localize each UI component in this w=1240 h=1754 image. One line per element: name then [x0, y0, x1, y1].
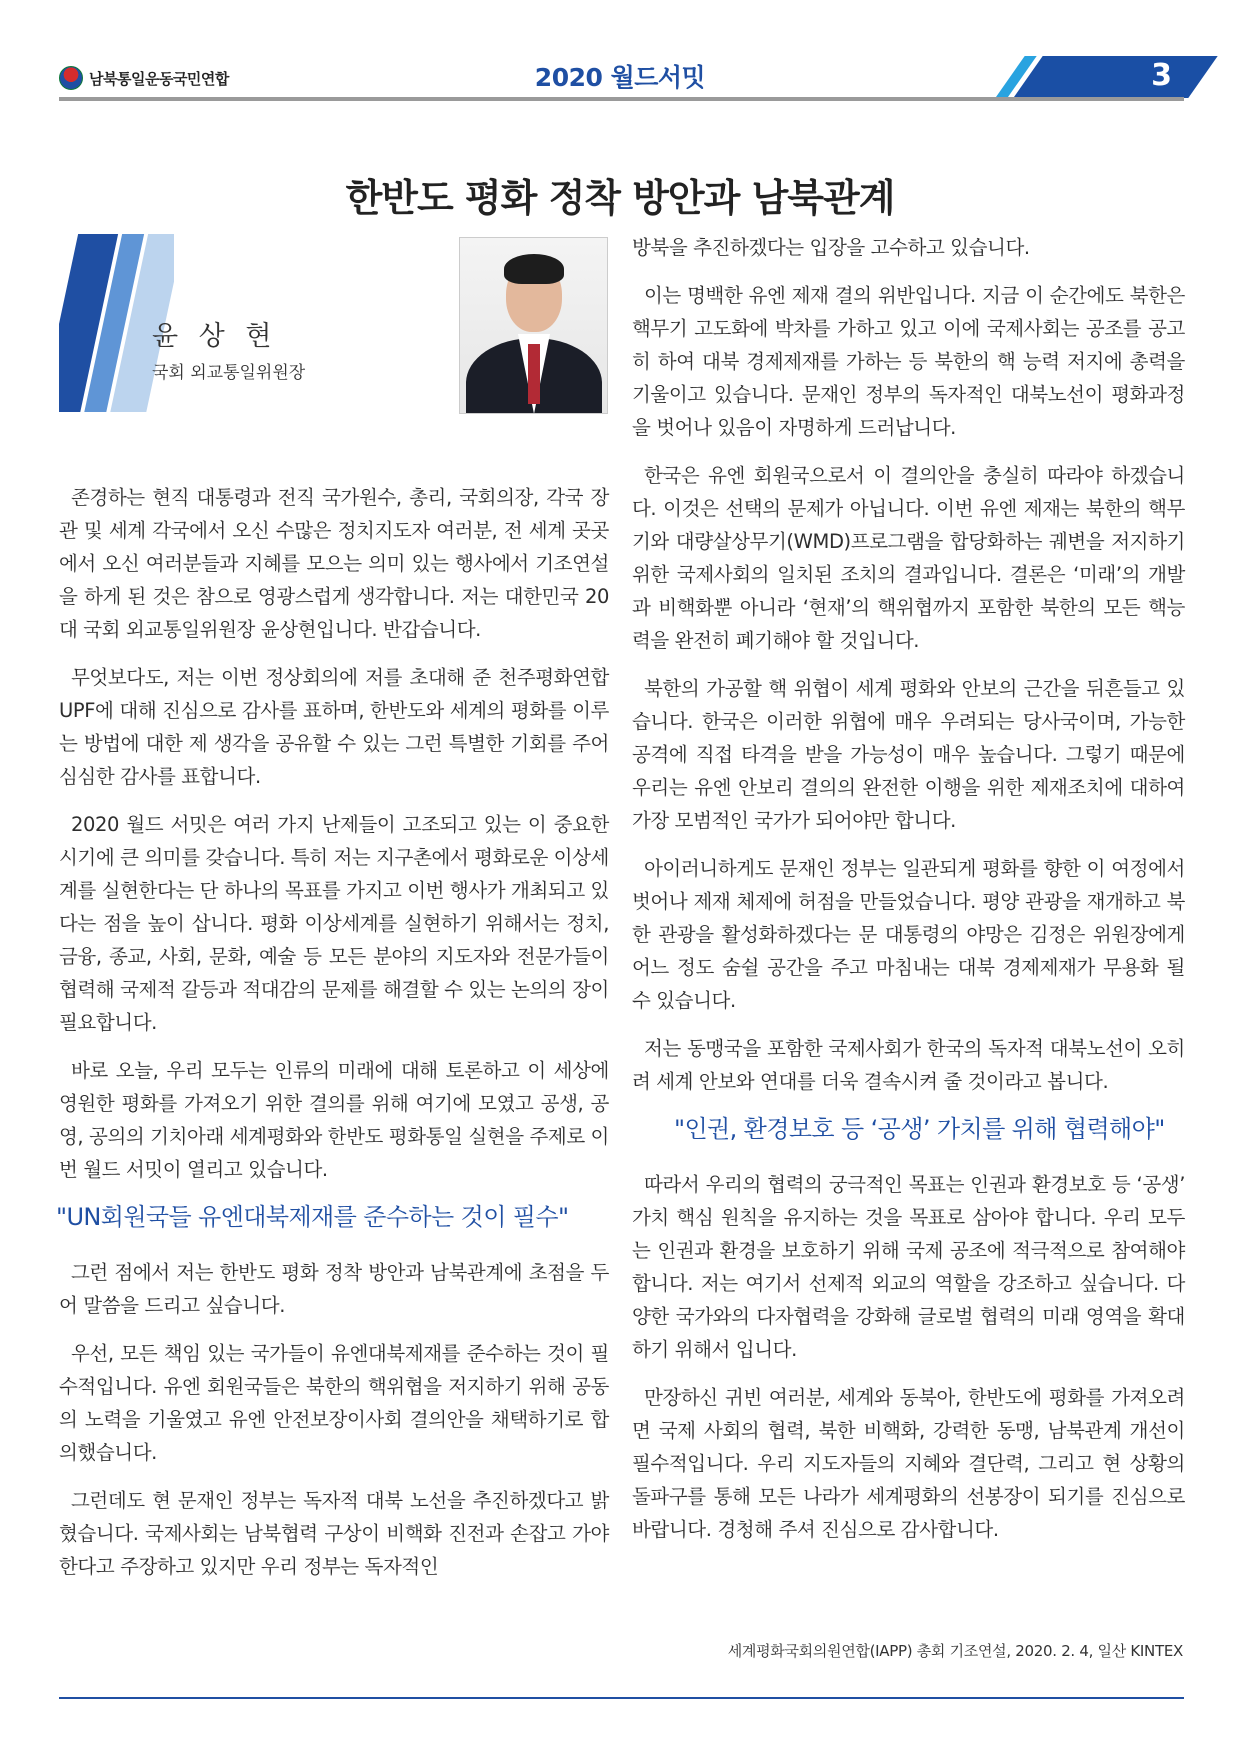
paragraph: 이는 명백한 유엔 제재 결의 위반입니다. 지금 이 순간에도 북한은 핵무기 고도화에 박차를 가하고 있고 이에 국제사회는 공조를 공고히 하여 대북 경제제재를 가하는 등 북한의 핵 능력 저지에 총력을 기울이고 있습니다. 문재인 정부의 독자적인 대북노선이 평화과정을 벗어나 있음이 자명하게 드러납니다. [632, 284, 1185, 439]
org-logo-icon [59, 66, 83, 90]
paragraph: 2020 월드 서밋은 여러 가지 난제들이 고조되고 있는 이 중요한 시기에 큰 의미를 갖습니다. 특히 저는 지구촌에서 평화로운 이상세계를 실현한다는 단 하나의 목표를 가지고 이번 행사가 개최되고 있다는 점을 높이 삽니다. 평화 이상세계를 실현하기 위해서는 정치, 금융, 종교, 사회, 문화, 예술 등 모든 분야의 지도자와 전문가들이 협력해 국제적 갈등과 적대감의 문제를 해결할 수 있는 논의의 장이 필요합니다. [59, 813, 609, 1034]
paragraph: 바로 오늘, 우리 모두는 인류의 미래에 대해 토론하고 이 세상에 영원한 평화를 가져오기 위한 결의를 위해 여기에 모였고 공생, 공영, 공의의 기치아래 세계평화와 한반도 평화통일 실현을 주제로 이번 월드 서밋이 열리고 있습니다. [59, 1059, 609, 1181]
paragraph: 그런데도 현 문재인 정부는 독자적 대북 노선을 추진하겠다고 밝혔습니다. 국제사회는 남북협력 구상이 비핵화 진전과 손잡고 가야 한다고 주장하고 있지만 우리 정부는 독자적인 [59, 1489, 609, 1578]
right-column [632, 231, 1185, 1561]
paragraph: 저는 동맹국을 포함한 국제사회가 한국의 독자적 대북노선이 오히려 세계 안보와 연대를 더욱 결속시켜 줄 것이라고 봅니다. [632, 1037, 1185, 1093]
author-photo [459, 237, 608, 414]
paragraph: 한국은 유엔 회원국으로서 이 결의안을 충실히 따라야 하겠습니다. 이것은 선택의 문제가 아닙니다. 이번 유엔 제재는 북한의 핵무기와 대량살상무기(WMD)프로그램을 합당화하는 궤변을 저지하기 위한 국제사회의 일치된 조치의 결과입니다. 결론은 ‘미래’의 개발과 비핵화뿐 아니라 ‘현재’의 핵위협까지 포함한 북한의 모든 핵능력을 완전히 폐기해야 할 것입니다. [632, 464, 1185, 652]
org-branding [59, 66, 229, 90]
paragraph: 만장하신 귀빈 여러분, 세계와 동북아, 한반도에 평화를 가져오려면 국제 사회의 협력, 북한 비핵화, 강력한 동맹, 남북관계 개선이 필수적입니다. 우리 지도자들의 지혜와 결단력, 그리고 현 상황의 돌파구를 통해 모든 나라가 세계평화의 선봉장이 되기를 진심으로 바랍니다. 경청해 주셔 진심으로 감사합니다. [632, 1386, 1185, 1541]
paragraph: 북한의 가공할 핵 위협이 세계 평화와 안보의 근간을 뒤흔들고 있습니다. 한국은 이러한 위협에 매우 우려되는 당사국이며, 가능한 공격에 직접 타격을 받을 가능성이 매우 높습니다. 그렇기 때문에 우리는 유엔 안보리 결의의 완전한 이행을 위한 제재조치에 대하여 가장 모범적인 국가가 되어야만 합니다. [632, 677, 1185, 832]
paragraph: 무엇보다도, 저는 이번 정상회의에 저를 초대해 준 천주평화연합UPF에 대해 진심으로 감사를 표하며, 한반도와 세계의 평화를 이루는 방법에 대한 제 생각을 공유할 수 있는 그런 특별한 기회를 주어 심심한 감사를 표합니다. [59, 666, 609, 788]
footer-divider [59, 1697, 1184, 1699]
author-role: 국회 외교통일위원장 [152, 363, 306, 383]
photo-tie [528, 344, 540, 404]
issue-title: 2020 월드서밋 [534, 63, 706, 92]
author-name: 윤 상 현 [152, 321, 278, 352]
section-subheading: "인권, 환경보호 등 ‘공생’ 가치를 위해 협력해야" [674, 1115, 1165, 1143]
paragraph: 아이러니하게도 문재인 정부는 일관되게 평화를 향한 이 여정에서 벗어나 제재 체제에 허점을 만들었습니다. 평양 관광을 재개하고 북한 관광을 활성화하겠다는 문 대통령의 야망은 김정은 위원장에게 어느 정도 숨쉴 공간을 주고 마침내는 대북 경제제재가 무용화 될 수 있습니다. [632, 857, 1185, 1012]
section-subheading: "UN회원국들 유엔대북제재를 준수하는 것이 필수" [56, 1203, 569, 1231]
page-number-tab [1010, 56, 1188, 98]
paragraph: 따라서 우리의 협력의 궁극적인 목표는 인권과 환경보호 등 ‘공생’ 가치 핵심 원칙을 유지하는 것을 목표로 삼아야 합니다. 우리 모두는 인권과 환경을 보호하기 위해 국제 공조에 적극적으로 참여해야 합니다. 저는 여기서 선제적 외교의 역할을 강조하고 싶습니다. 다양한 국가와의 다자협력을 강화해 글로벌 협력의 미래 영역을 확대하기 위해서 입니다. [632, 1173, 1185, 1361]
photo-hair [504, 254, 564, 284]
page-number: 3 [1151, 58, 1172, 93]
tab-stripe-dark [1013, 56, 1217, 98]
paragraph: 그런 점에서 저는 한반도 평화 정착 방안과 남북관계에 초점을 두어 말씀을 드리고 싶습니다. [59, 1261, 609, 1317]
source-footnote: 세계평화국회의원연합(IAPP) 총회 기조연설, 2020. 2. 4, 일산 KINTEX [727, 1642, 1183, 1660]
paragraph: 존경하는 현직 대통령과 전직 국가원수, 총리, 국회의장, 각국 장관 및 세계 각국에서 오신 수많은 정치지도자 여러분, 전 세계 곳곳에서 오신 여러분들과 지혜를 모으는 의미 있는 행사에서 기조연설을 하게 된 것은 참으로 영광스럽게 생각합니다. 저는 대한민국 20대 국회 외교통일위원장 윤상현입니다. 반갑습니다. [59, 486, 609, 641]
article-title: 한반도 평화 정착 방안과 남북관계 [345, 175, 895, 221]
left-column [56, 481, 609, 1598]
page-header [0, 0, 1240, 110]
header-divider [59, 97, 1184, 101]
org-name: 남북통일운동국민연합 [89, 69, 229, 88]
paragraph: 방북을 추진하겠다는 입장을 고수하고 있습니다. [632, 236, 1030, 259]
paragraph: 우선, 모든 책임 있는 국가들이 유엔대북제재를 준수하는 것이 필수적입니다. 유엔 회원국들은 북한의 핵위협을 저지하기 위해 공동의 노력을 기울였고 유엔 안전보장이사회 결의안을 채택하기로 합의했습니다. [59, 1342, 609, 1464]
